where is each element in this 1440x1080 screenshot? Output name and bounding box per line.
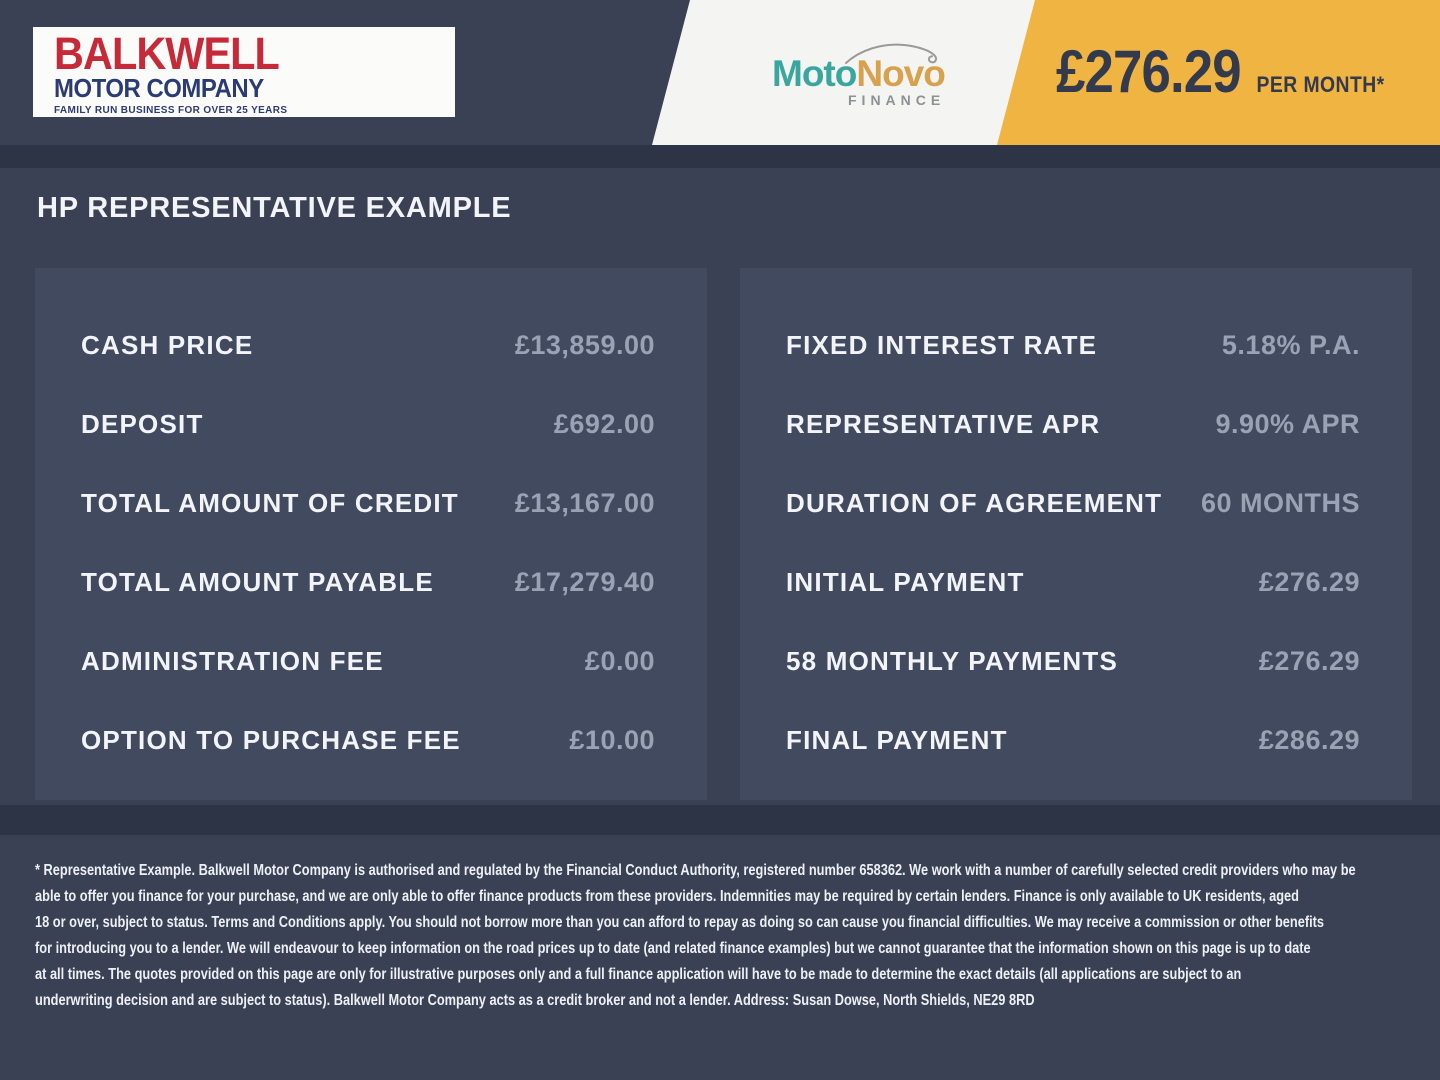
finance-row-value: £0.00 [584,646,655,676]
header-banner [0,0,1440,145]
finance-row-label: DURATION OF AGREEMENT [786,488,1163,518]
finance-row [786,385,1360,464]
finance-row-label: TOTAL AMOUNT PAYABLE [81,567,434,597]
finance-row-label: OPTION TO PURCHASE FEE [81,725,461,755]
finance-row-value: £10.00 [569,725,655,755]
finance-row-value: £276.29 [1258,567,1360,597]
motonovo-novo-text: Novo [856,53,945,94]
finance-row-value: £692.00 [553,409,655,439]
dealer-logo-sub: MOTOR COMPANY [54,73,264,103]
finance-row [786,464,1360,543]
motonovo-finance-logo [772,40,972,108]
legal-disclaimer [35,858,1430,1014]
finance-row [786,543,1360,622]
dealer-logo [33,27,455,117]
monthly-price [1056,38,1385,105]
disclaimer-line: * Representative Example. Balkwell Motor Company is authorised and regulated by the Financial Conduct Authority, registered number 658362. We work with a number of carefully selected credit providers who may be [35,862,1356,879]
finance-row [81,464,655,543]
finance-row [81,543,655,622]
finance-row-value: £13,859.00 [514,330,655,360]
disclaimer-line: 18 or over, subject to status. Terms and Conditions apply. You should not borrow more than you can afford to repay as doing so can cause you financial difficulties. We may receive a commission or other benefits [35,914,1325,931]
finance-row-label: FINAL PAYMENT [786,725,1008,755]
motonovo-wordmark [772,54,945,94]
header-divider [0,145,1440,168]
disclaimer-line: at all times. The quotes provided on this page are only for illustrative purposes only and a full finance application will have to be made to determine the exact details (all applications are subject to an [35,966,1242,983]
section-title: HP REPRESENTATIVE EXAMPLE [37,192,512,224]
finance-row-value: £17,279.40 [514,567,655,597]
finance-row-label: CASH PRICE [81,330,254,360]
dealer-logo-tagline: FAMILY RUN BUSINESS FOR OVER 25 YEARS [54,104,288,116]
footer-divider [0,805,1440,835]
finance-row-value: 9.90% APR [1215,409,1360,439]
finance-row-label: 58 MONTHLY PAYMENTS [786,646,1118,676]
motonovo-finance-text: FINANCE [848,92,946,108]
finance-row-label: TOTAL AMOUNT OF CREDIT [81,488,459,518]
finance-row [81,622,655,701]
finance-row [786,701,1360,780]
finance-row [81,385,655,464]
finance-row-value: 60 MONTHS [1200,488,1360,518]
finance-row-label: REPRESENTATIVE APR [786,409,1101,439]
finance-row-label: ADMINISTRATION FEE [81,646,384,676]
disclaimer-line: able to offer you finance for your purchase, and we are only able to offer finance products from these providers. Indemnities may be required by certain lenders. Finance is only available to UK residents, aged [35,888,1299,905]
finance-row [81,306,655,385]
price-period: PER MONTH* [1256,72,1385,97]
finance-row-value: £286.29 [1258,725,1360,755]
finance-row [786,622,1360,701]
finance-row-value: £13,167.00 [514,488,655,518]
finance-panel-right [740,268,1412,800]
disclaimer-line: for introducing you to a lender. We will endeavour to keep information on the road prices up to date (and related finance examples) but we cannot guarantee that the information shown on this page is up to date [35,940,1311,957]
finance-row-value: £276.29 [1258,646,1360,676]
finance-row-label: INITIAL PAYMENT [786,567,1025,597]
motonovo-moto-text: Moto [772,53,857,94]
finance-row-label: FIXED INTEREST RATE [786,330,1098,360]
finance-row-value: 5.18% P.A. [1221,330,1360,360]
dealer-logo-name: BALKWELL [54,28,279,79]
finance-row [81,701,655,780]
disclaimer-line: underwriting decision and are subject to status). Balkwell Motor Company acts as a credit broker and not a lender. Address: Susan Dowse, North Shields, NE29 8RD [35,992,1035,1009]
price-amount: £276.29 [1056,38,1241,105]
finance-row-label: DEPOSIT [81,409,204,439]
finance-row [786,306,1360,385]
finance-panel-left [35,268,707,800]
